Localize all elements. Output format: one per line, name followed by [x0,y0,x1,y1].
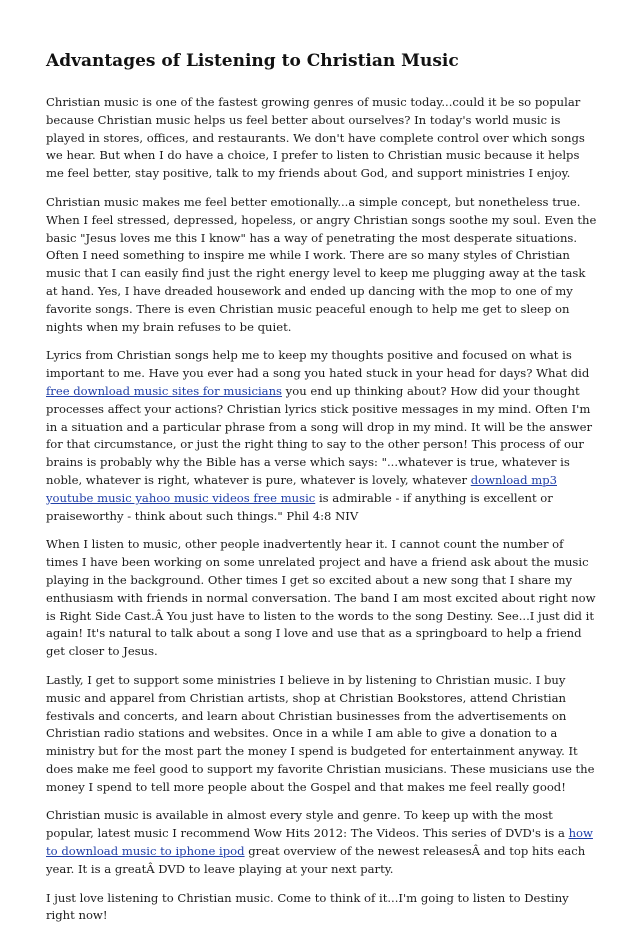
paragraph-6-text-2: great overview of the newest releasesÂ and top hits each year. It is a greatÂ DVD to leave playing at your next party. [46,844,586,876]
paragraph-3-text-1: Lyrics from Christian songs help me to keep my thoughts positive and focused on what is important to me. Have you ever had a song you hated stuck in your head for days? What did [46,348,590,381]
paragraph-3-text-2: you end up thinking about? How did your thought processes affect your actions? Christian lyrics stick positive messages in my mind. Often I'm in a situation and a particular phrase from a song will drop in my mind. It will be the answer for that circumstance, or just the right thing to say to the other person! This process of our brains is probably why the Bible has a verse which says: "...whatever is true, whatever is noble, whatever is right, whatever is pure, whatever is lovely, whatever [46,383,593,487]
paragraph-5: Lastly, I get to support some ministries I believe in by listening to Christian music. I buy music and apparel from Christian artists, shop at Christian Bookstores, attend Christian festivals and concerts, and learn about Christian businesses from the advertisements on Christian radio stations and websites. Once in a while I am able to give a donation to a ministry but for the most part the money I spend is budgeted for entertainment anyway. It does make me feel good to support my favorite Christian musicians. These musicians use the money I spend to tell more people about the Gospel and that makes me feel really good! [46,672,595,794]
paragraph-3-text-3: is admirable - if anything is excellent or praiseworthy - think about such things." Phil 4:8 NIV [46,490,553,523]
download-mp3-link[interactable]: download mp3 youtube music yahoo music videos free music [46,472,557,505]
page-title: Advantages of Listening to Christian Music [46,51,459,71]
download-music-iphone-link[interactable]: how to download music to iphone ipod [46,826,593,859]
paragraph-6 [46,807,598,878]
article [46,50,598,936]
paragraph-3 [46,347,598,525]
paragraph-4: When I listen to music, other people inadvertently hear it. I cannot count the number of times I have been working on some unrelated project and have a friend ask about the music playing in the background. Other times I get so excited about a new song that I share my enthusiasm with friends in normal conversation. The band I am most excited about right now is Right Side Cast.Â You just have to listen to the words to the song Destiny. See...I just did it again! It's natural to talk about a song I love and use that as a springboard to help a friend get closer to Jesus. [46,537,596,659]
paragraph-1: Christian music is one of the fastest growing genres of music today...could it be so popular because Christian music helps us feel better about ourselves? In today's world music is played in stores, offices, and restaurants. We don't have complete control over which songs we hear. But when I do have a choice, I prefer to listen to Christian music because it helps me feel better, stay positive, talk to my friends about God, and support ministries I enjoy. [46,95,585,181]
free-download-music-link[interactable]: free download music sites for musicians [46,383,282,398]
paragraph-6-text-1: Christian music is available in almost every style and genre. To keep up with the most popular, latest music I recommend Wow Hits 2012: The Videos. This series of DVD's is a [46,808,569,841]
paragraph-2: Christian music makes me feel better emotionally...a simple concept, but nonetheless true. When I feel stressed, depressed, hopeless, or angry Christian songs soothe my soul. Even the basic "Jesus loves me this I know" has a way of penetrating the most desperate situations. Often I need something to inspire me while I work. There are so many styles of Christian music that I can easily find just the right energy level to keep me plugging away at the task at hand. Yes, I have dreaded housework and ended up dancing with the mop to one of my favorite songs. There is even Christian music peaceful enough to help me get to sleep on nights when my brain refuses to be quiet. [46,194,597,334]
paragraph-7: I just love listening to Christian music. Come to think of it...I'm going to listen to Destiny right now! [46,890,569,923]
